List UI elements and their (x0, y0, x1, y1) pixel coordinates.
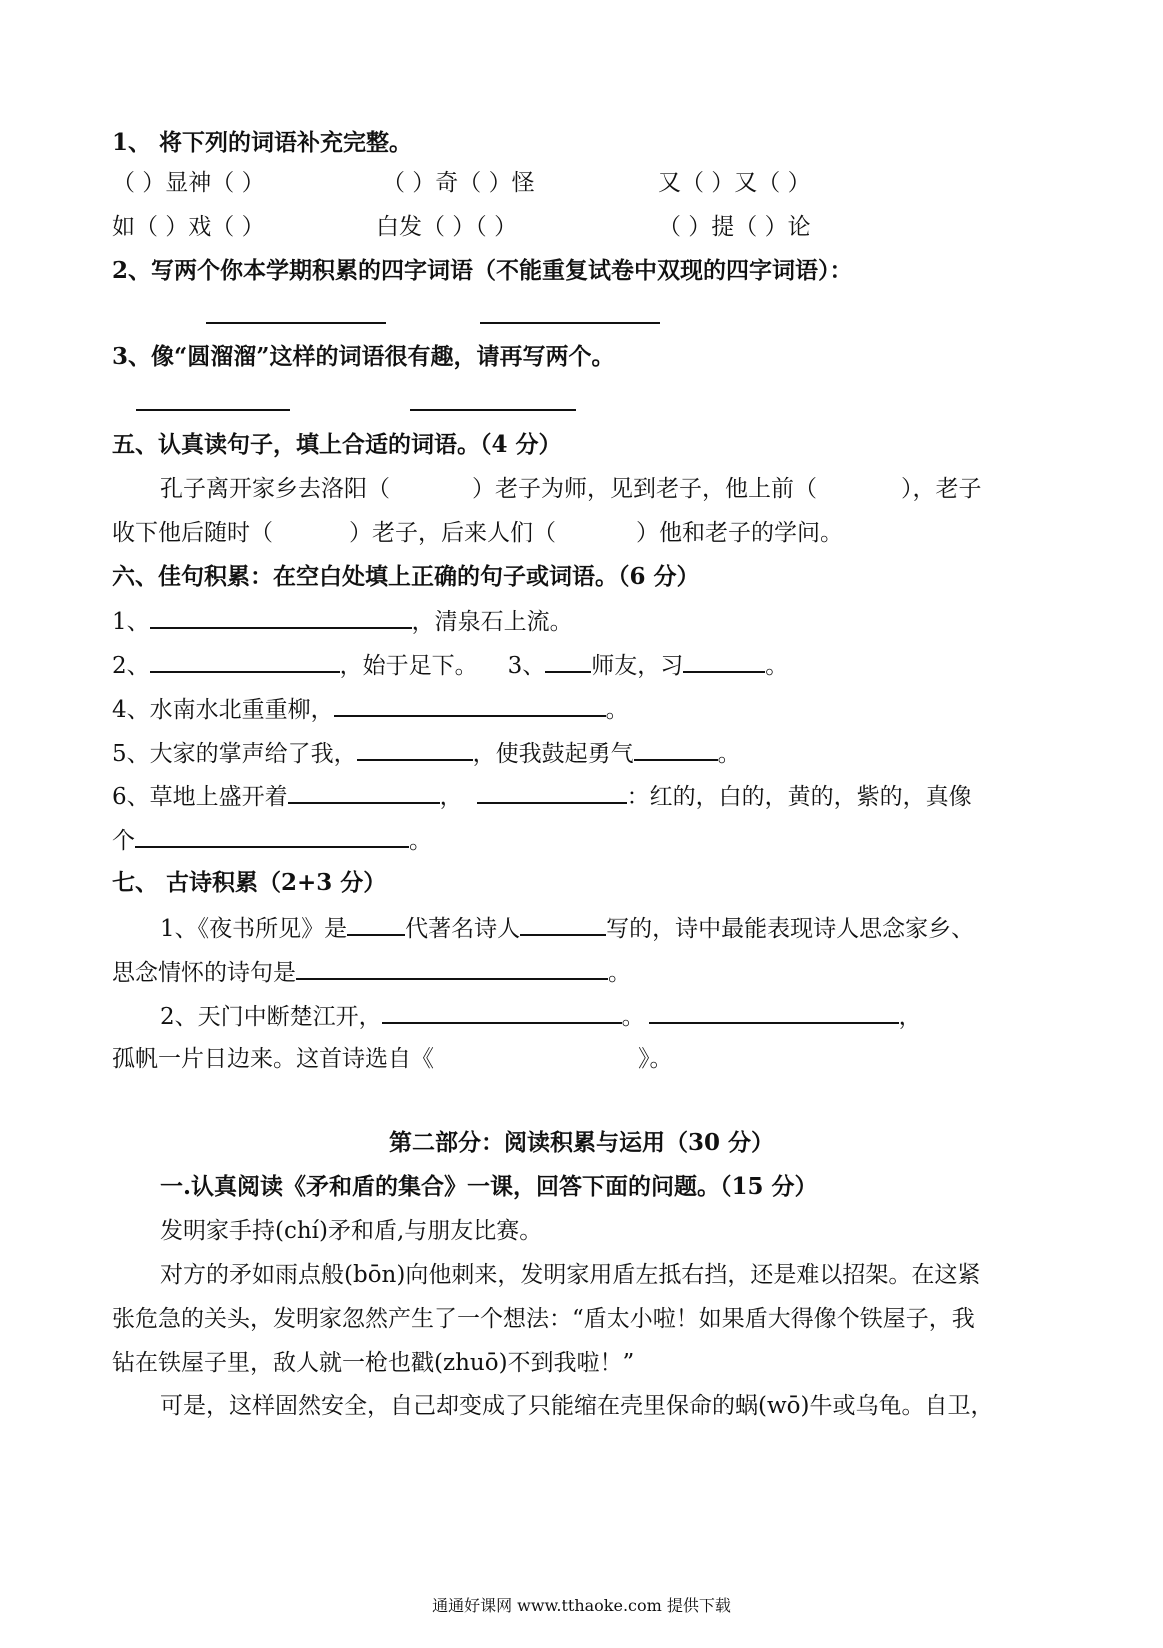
s5-line-2: 收下他后随时（ ）老子，后来人们（ ）他和老子的学问。 (112, 520, 843, 546)
s6-item-1: 1、 ，清泉石上流。 (112, 605, 573, 637)
section-5-title: 五、认真读句子，填上合适的词语。（4 分） (112, 431, 562, 458)
s6-item-2-3: 2、 ，始于足下。 3、 师友，习 。 (112, 649, 788, 681)
s7-poem-1-line-2: 思念情怀的诗句是 。 (112, 956, 631, 988)
reading-paragraph-2-line-2: 张危急的关头，发明家忽然产生了一个想法：“盾太小啦！如果盾大得像个铁屋子，我 (112, 1306, 975, 1332)
s6-item-4: 4、水南水北重重柳， 。 (112, 693, 629, 725)
part-2-title: 第二部分：阅读积累与运用（30 分） (388, 1129, 774, 1156)
s7-poem-2-line-1: 2、天门中断楚江开， 。 ， (160, 1000, 922, 1032)
section-6-title: 六、佳句积累：在空白处填上正确的句子或词语。（6 分） (112, 563, 700, 590)
s6-item-6-cont: 个 。 (112, 824, 432, 856)
s1-row1-item3: 又（ ）又（ ） (658, 170, 811, 196)
part-2-question-1: 一.认真阅读《矛和盾的集合》一课，回答下面的问题。（15 分） (160, 1173, 818, 1200)
section-3-title: 3、像“圆溜溜”这样的词语很有趣，请再写两个。 (112, 343, 615, 370)
s1-row1-item1: （ ）显神（ ） (112, 170, 265, 196)
reading-paragraph-1: 发明家手持(chí)矛和盾,与朋友比赛。 (160, 1218, 543, 1244)
section-2-title: 2、写两个你本学期积累的四字词语（不能重复试卷中双现的四字词语）： (112, 257, 853, 284)
reading-paragraph-2-line-1: 对方的矛如雨点般(bōn)向他刺来，发明家用盾左抵右挡，还是难以招架。在这紧 (160, 1262, 981, 1288)
s6-item-5: 5、大家的掌声给了我， ，使我鼓起勇气 。 (112, 737, 741, 769)
s5-line-1: 孔子离开家乡去洛阳（ ）老子为师，见到老子，他上前（ ），老子 (160, 476, 982, 502)
reading-paragraph-3: 可是，这样固然安全，自己却变成了只能缩在壳里保命的蜗(wō)牛或乌龟。自卫， (160, 1393, 994, 1419)
answer-line (206, 322, 386, 324)
answer-line (136, 409, 290, 411)
section-1-title: 1、 将下列的词语补充完整。 (112, 129, 413, 156)
s1-row2-item3: （ ）提（ ）论 (658, 214, 811, 240)
answer-line (480, 322, 660, 324)
s1-row2-item2: 白发（ ）（ ） (376, 214, 518, 240)
s1-row1-item2: （ ）奇（ ）怪 (382, 170, 535, 196)
s7-poem-1-line-1: 1、《夜书所见》是 代著名诗人 写的，诗中最能表现诗人思念家乡、 (160, 912, 974, 944)
s6-item-6: 6、草地上盛开着 ， ：红的，白的，黄的，紫的，真像 (112, 780, 972, 812)
reading-paragraph-2-line-3: 钻在铁屋子里，敌人就一枪也戳(zhuō)不到我啦！” (112, 1350, 635, 1376)
answer-line (410, 409, 576, 411)
page-footer: 通通好课网 www.tthaoke.com 提供下载 (432, 1596, 731, 1615)
s1-row2-item1: 如（ ）戏（ ） (112, 214, 265, 240)
s7-poem-2-line-2: 孤帆一片日边来。这首诗选自《 》。 (112, 1046, 673, 1072)
section-7-title: 七、 古诗积累（2+3 分） (112, 869, 387, 896)
